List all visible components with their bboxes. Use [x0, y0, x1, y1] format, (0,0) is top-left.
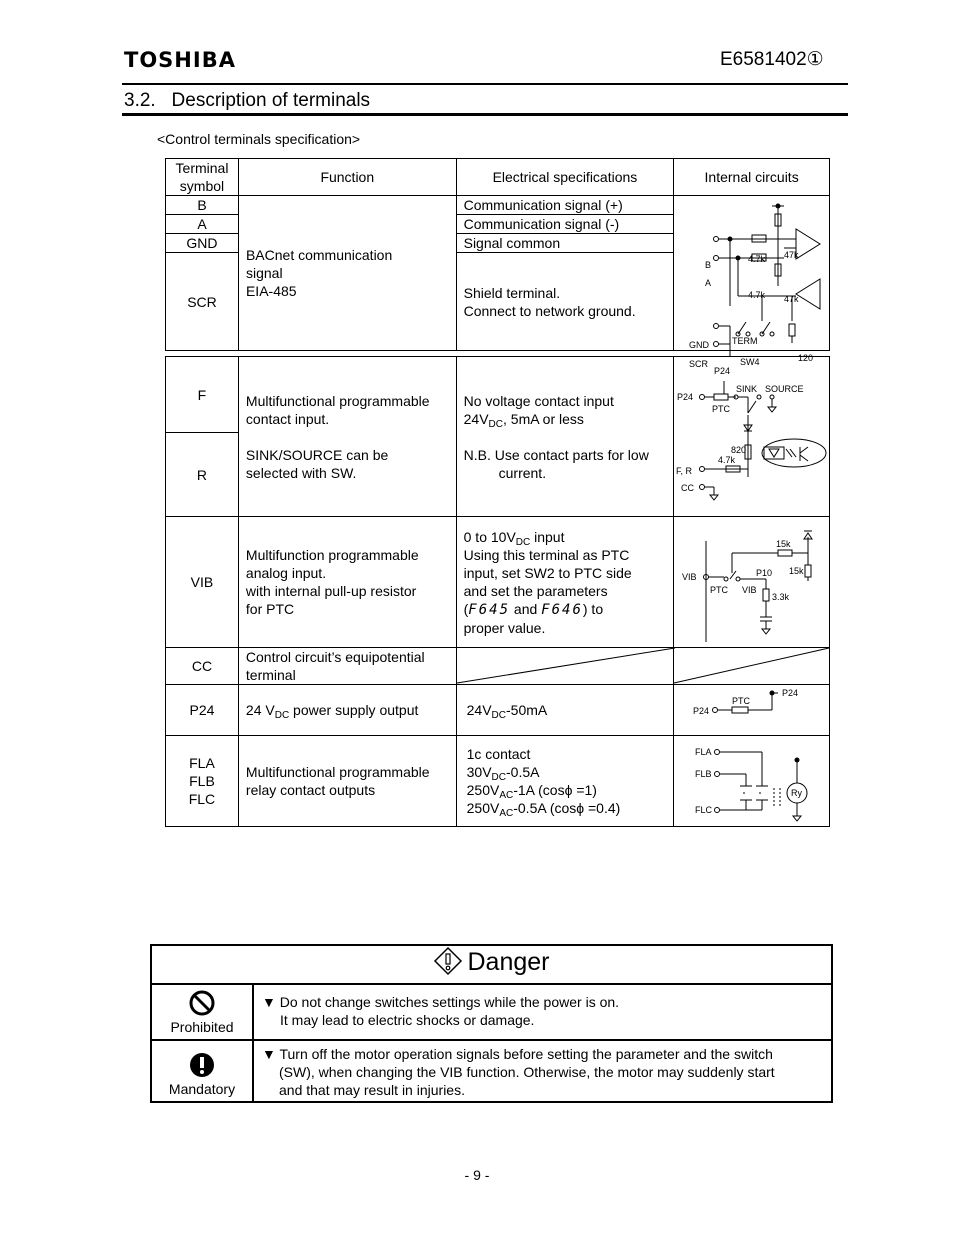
- elec-cc-empty: [456, 648, 674, 685]
- svg-text:15k: 15k: [776, 539, 791, 549]
- svg-text:820: 820: [731, 445, 747, 455]
- section-rule: [122, 113, 848, 116]
- svg-text:FLC: FLC: [695, 805, 713, 815]
- header-electrical: Electrical specifications: [456, 159, 674, 196]
- elec-shield: Shield terminal. Connect to network ground.: [456, 253, 674, 351]
- prohibited-text: ▼ Do not change switches settings while the power is on. It may lead to electric shocks or damage.: [253, 984, 832, 1040]
- symbol-f: F: [166, 357, 239, 433]
- danger-box: [150, 944, 833, 1103]
- symbol-scr: SCR: [166, 253, 239, 351]
- svg-text:GND: GND: [689, 340, 710, 350]
- svg-text:SW4: SW4: [740, 357, 760, 367]
- svg-text:PTC: PTC: [712, 404, 731, 414]
- elec-signal-common: Signal common: [456, 234, 674, 253]
- svg-text:4.7k: 4.7k: [718, 455, 736, 465]
- function-contact-input: Multifunctional programmable contact input. SINK/SOURCE can be selected with SW.: [238, 357, 456, 517]
- svg-text:Ry: Ry: [791, 788, 803, 798]
- symbol-p24: P24: [166, 685, 239, 736]
- table-caption: <Control terminals specification>: [157, 131, 361, 147]
- danger-diamond-icon: [434, 947, 462, 982]
- svg-text:4.7k: 4.7k: [748, 290, 766, 300]
- svg-text:P24: P24: [782, 688, 799, 698]
- symbol-a: A: [166, 215, 239, 234]
- brand-logo: TOSHIBA: [124, 48, 236, 72]
- function-analog-input: Multifunction programmable analog input. with internal pull-up resistor for PTC: [238, 517, 456, 648]
- svg-text:F, R: F, R: [676, 466, 693, 476]
- mandatory-label: Mandatory: [168, 1081, 236, 1097]
- terminal-table-bacnet: [165, 158, 830, 369]
- prohibited-cell: [151, 984, 253, 1040]
- svg-text:A: A: [705, 278, 712, 288]
- svg-text:TERM: TERM: [732, 336, 758, 346]
- symbol-r: R: [166, 433, 239, 517]
- svg-text:120: 120: [798, 353, 814, 363]
- circuit-relay: [674, 736, 830, 827]
- function-power-supply: 24 $V_{DC}$ power supply output: [238, 685, 456, 736]
- header-rule: [122, 83, 848, 85]
- function-relay: Multifunctional programmable relay contact outputs: [238, 736, 456, 827]
- svg-text:P10: P10: [756, 568, 773, 578]
- circuit-analog-input: [674, 517, 830, 648]
- symbol-cc: CC: [166, 648, 239, 685]
- svg-text:15k: 15k: [789, 566, 804, 576]
- symbol-relay: FLA FLB FLC: [166, 736, 239, 827]
- elec-comm-minus: Communication signal (-): [456, 215, 674, 234]
- svg-text:P24: P24: [693, 706, 710, 716]
- terminal-table-io: [165, 356, 830, 827]
- mandatory-icon: [153, 1052, 251, 1081]
- page-number: - 9 -: [464, 1167, 490, 1183]
- header-internal-circuits: Internal circuits: [674, 159, 830, 196]
- document-number: E6581402①: [720, 49, 824, 70]
- svg-text:B: B: [705, 260, 712, 270]
- function-equipotential: Control circuit’s equipotential terminal: [238, 648, 456, 685]
- svg-text:VIB: VIB: [742, 585, 757, 595]
- svg-text:P24: P24: [677, 392, 694, 402]
- symbol-gnd: GND: [166, 234, 239, 253]
- header-terminal-symbol: Terminal symbol: [166, 159, 239, 196]
- svg-text:PTC: PTC: [732, 696, 751, 706]
- svg-text:FLB: FLB: [695, 769, 712, 779]
- svg-text:FLA: FLA: [695, 747, 712, 757]
- svg-text:4.7k: 4.7k: [748, 254, 766, 264]
- prohibited-label: Prohibited: [170, 1019, 234, 1035]
- param-f646: F646: [541, 601, 583, 618]
- svg-text:SOURCE: SOURCE: [765, 384, 804, 394]
- circuit-contact-input: [674, 357, 830, 517]
- svg-text:47k: 47k: [784, 294, 799, 304]
- elec-comm-plus: Communication signal (+): [456, 196, 674, 215]
- elec-relay: 1c contact $30V_{DC}-0.5A$ $250V_{AC}-1A$ (cosϕ =1) $250V_{AC}-0.5A$ (cosϕ =0.4): [456, 736, 674, 827]
- svg-text:SCR: SCR: [689, 359, 709, 369]
- elec-power-supply: $24V_{DC}-50mA$: [456, 685, 674, 736]
- svg-text:PTC: PTC: [710, 585, 729, 595]
- danger-header: [151, 945, 832, 984]
- function-bacnet: BACnet communication signal EIA-485: [238, 196, 456, 351]
- circuit-cc-empty: [674, 648, 830, 685]
- svg-text:P24: P24: [714, 366, 731, 376]
- danger-title: Danger: [467, 948, 550, 976]
- mandatory-text: ▼ Turn off the motor operation signals before setting the parameter and the switch (SW), when changing the VIB function. Otherwise, the motor may suddenly start and that may result in injuries.: [253, 1040, 832, 1102]
- mandatory-cell: [151, 1040, 253, 1102]
- elec-contact-input: No voltage contact input $24V_{DC}$, 5mA or less N.B. Use contact parts for low current.: [456, 357, 674, 517]
- section-title: 3.2. Description of terminals: [124, 90, 371, 111]
- header-function: Function: [238, 159, 456, 196]
- svg-text:CC: CC: [681, 483, 695, 493]
- svg-text:3.3k: 3.3k: [772, 592, 790, 602]
- prohibited-icon: [153, 990, 251, 1019]
- symbol-vib: VIB: [166, 517, 239, 648]
- circuit-power-supply: [674, 685, 830, 736]
- symbol-b: B: [166, 196, 239, 215]
- svg-text:VIB: VIB: [682, 572, 697, 582]
- svg-text:SINK: SINK: [736, 384, 758, 394]
- circuit-bacnet: [674, 196, 830, 369]
- param-f645: F645: [468, 601, 511, 618]
- svg-text:47k: 47k: [784, 250, 799, 260]
- elec-analog-input: 0 to $10V_{DC}$ input Using this terminal as PTC input, set SW2 to PTC side and set the parameters (F645 and F646) to proper value.: [456, 517, 674, 648]
